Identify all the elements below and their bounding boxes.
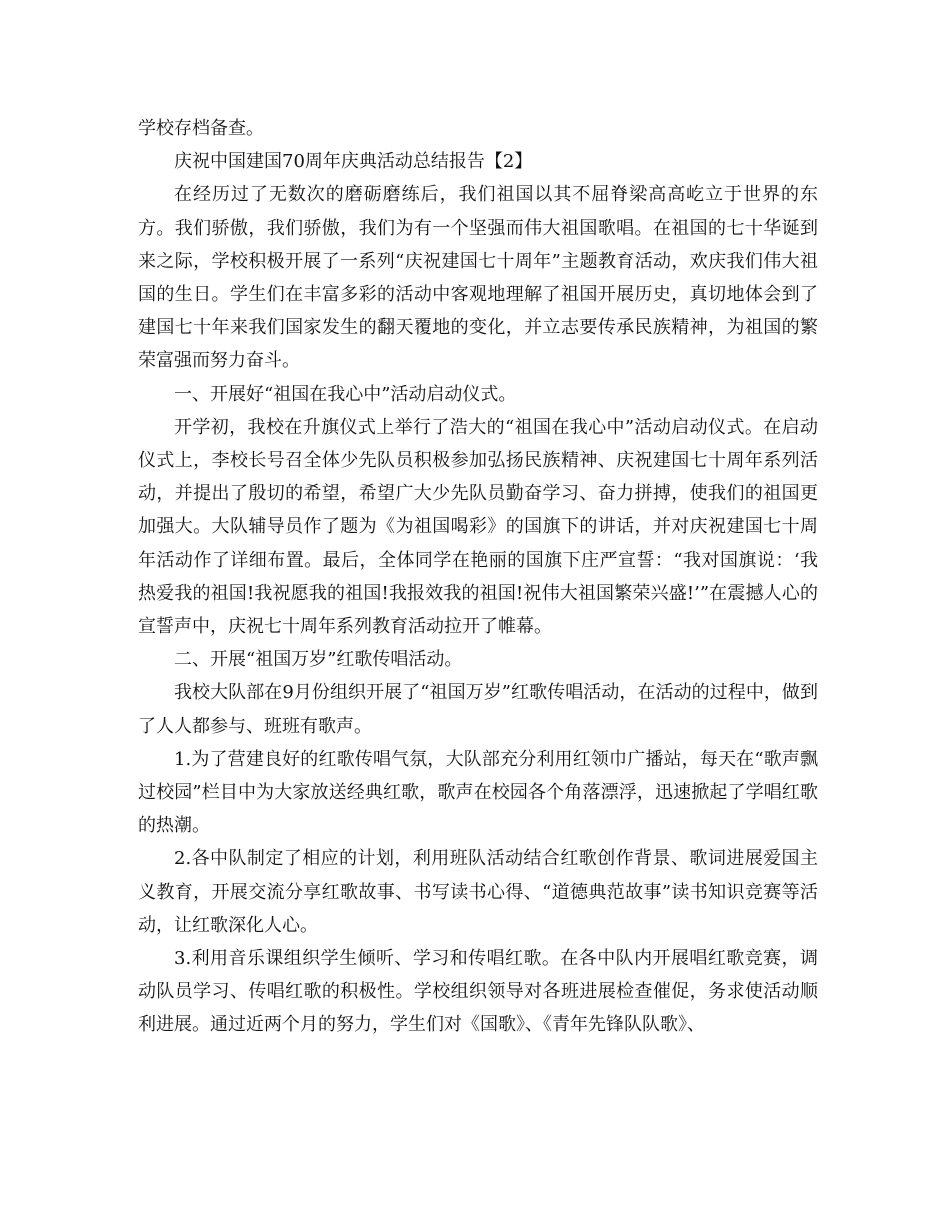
list-item-1: 1.为了营建良好的红歌传唱气氛，大队部充分利用红领巾广播站，每天在“歌声飘过校园”栏目中为大家放送经典红歌，歌声在校园各个角落漂浮，迅速掀起了学唱红歌的热潮。 [138,748,818,837]
document-body [138,112,818,1042]
paragraph-archive-note: 学校存档备查。 [138,118,264,139]
paragraph-red-song: 我校大队部在9月份组织开展了“祖国万岁”红歌传唱活动，在活动的过程中，做到了人人都参与、班班有歌声。 [138,682,818,737]
list-item-3: 3.利用音乐课组织学生倾听、学习和传唱红歌。在各中队内开展唱红歌竞赛，调动队员学习、传唱红歌的积极性。学校组织领导对各班进展检查催促，务求使活动顺利进展。通过近两个月的努力，学生们对《国歌》、《青年先锋队队歌》、 [138,948,818,1036]
list-item-2: 2.各中队制定了相应的计划，利用班队活动结合红歌创作背景、歌词进展爱国主义教育，开展交流分享红歌故事、书写读书心得、“道德典范故事”读书知识竞赛等活动，让红歌深化人心。 [138,848,818,936]
paragraph-intro: 在经历过了无数次的磨砺磨练后，我们祖国以其不屈脊梁高高屹立于世界的东方。我们骄傲，我们骄傲，我们为有一个坚强而伟大祖国歌唱。在祖国的七十华诞到来之际，学校积极开展了一系列“庆祝建国七十周年”主题教育活动，欢庆我们伟大祖国的生日。学生们在丰富多彩的活动中客观地理解了祖国开展历史，真切地体会到了建国七十年来我们国家发生的翻天覆地的变化，并立志要传承民族精神，为祖国的繁荣富强而努力奋斗。 [138,184,818,372]
heading-section-one: 一、开展好“祖国在我心中”活动启动仪式。 [174,383,517,405]
section-title: 庆祝中国建国70周年庆典活动总结报告【2】 [174,151,533,173]
paragraph-ceremony: 开学初，我校在升旗仪式上举行了浩大的“祖国在我心中”活动启动仪式。在启动仪式上，李校长号召全体少先队员积极参加弘扬民族精神、庆祝建国七十周年系列活动，并提出了殷切的希望，希望广大少先队员勤奋学习、奋力拼搏，使我们的祖国更加强大。大队辅导员作了题为《为祖国喝彩》的国旗下的讲话，并对庆祝建国七十周年活动作了详细布置。最后，全体同学在艳丽的国旗下庄严宣誓：“我对国旗说：‘我热爱我的祖国!我祝愿我的祖国!我报效我的祖国!祝伟大祖国繁荣兴盛!’”在震撼人心的宣誓声中，庆祝七十周年系列教育活动拉开了帷幕。 [138,416,818,638]
heading-section-two: 二、开展“祖国万岁”红歌传唱活动。 [174,649,463,671]
